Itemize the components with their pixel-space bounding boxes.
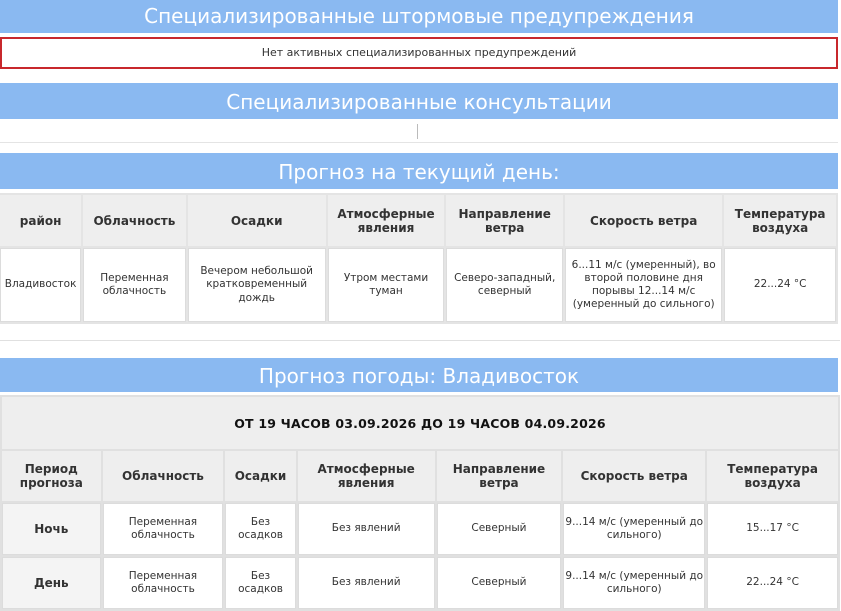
- forecast-period: ОТ 19 ЧАСОВ 03.09.2026 ДО 19 ЧАСОВ 04.09.2026: [2, 397, 838, 449]
- forecast-clouds: Переменная облачность: [103, 557, 224, 609]
- storm-warnings-header: Специализированные штормовые предупреждения: [0, 0, 838, 33]
- forecast-header: Прогноз погоды: Владивосток: [0, 358, 838, 392]
- forecast-temperature: 15...17 °C: [707, 503, 838, 555]
- today-temperature: 22...24 °C: [724, 248, 836, 322]
- today-district: Владивосток: [0, 248, 81, 322]
- forecast-precip: Без осадков: [225, 503, 295, 555]
- forecast-header-row: [2, 451, 838, 501]
- consultations-content: [0, 120, 838, 143]
- forecast-col-phenomena: Атмосферные явления: [298, 451, 435, 501]
- today-col-wind-speed: Скорость ветра: [565, 195, 722, 246]
- today-col-clouds: Облачность: [83, 195, 185, 246]
- today-phenomena: Утром местами туман: [328, 248, 445, 322]
- forecast-col-wind-speed: Скорость ветра: [563, 451, 705, 501]
- forecast-col-clouds: Облачность: [103, 451, 224, 501]
- storm-warnings-message: Нет активных специализированных предупреждений: [0, 37, 838, 69]
- forecast-period-night: Ночь: [2, 503, 101, 555]
- today-col-wind-dir: Направление ветра: [446, 195, 563, 246]
- today-wind-dir: Северо-западный, северный: [446, 248, 563, 322]
- forecast-period-row: [2, 397, 838, 449]
- forecast-wind-speed: 9...14 м/с (умеренный до сильного): [563, 503, 705, 555]
- forecast-precip: Без осадков: [225, 557, 295, 609]
- table-row: [0, 248, 836, 322]
- today-col-phenomena: Атмосферные явления: [328, 195, 445, 246]
- forecast-col-precip: Осадки: [225, 451, 295, 501]
- forecast-phenomena: Без явлений: [298, 557, 435, 609]
- today-col-precip: Осадки: [188, 195, 326, 246]
- table-row: [2, 503, 838, 555]
- consultations-divider: [417, 124, 418, 139]
- today-precip: Вечером небольшой кратковременный дождь: [188, 248, 326, 322]
- today-forecast-table: [0, 193, 838, 324]
- table-row: [2, 557, 838, 609]
- today-forecast-header: Прогноз на текущий день:: [0, 153, 838, 189]
- today-header-row: [0, 195, 836, 246]
- forecast-wind-speed: 9...14 м/с (умеренный до сильного): [563, 557, 705, 609]
- forecast-col-wind-dir: Направление ветра: [437, 451, 562, 501]
- forecast-wind-dir: Северный: [437, 557, 562, 609]
- forecast-phenomena: Без явлений: [298, 503, 435, 555]
- today-col-district: район: [0, 195, 81, 246]
- forecast-col-temperature: Температура воздуха: [707, 451, 838, 501]
- today-wind-speed: 6...11 м/с (умеренный), во второй половине дня порывы 12...14 м/с (умеренный до сильного): [565, 248, 722, 322]
- forecast-wind-dir: Северный: [437, 503, 562, 555]
- forecast-period-day: День: [2, 557, 101, 609]
- consultations-header: Специализированные консультации: [0, 83, 838, 119]
- today-col-temperature: Температура воздуха: [724, 195, 836, 246]
- today-clouds: Переменная облачность: [83, 248, 185, 322]
- forecast-table: [0, 395, 840, 611]
- forecast-clouds: Переменная облачность: [103, 503, 224, 555]
- forecast-temperature: 22...24 °C: [707, 557, 838, 609]
- forecast-col-period: Период прогноза: [2, 451, 101, 501]
